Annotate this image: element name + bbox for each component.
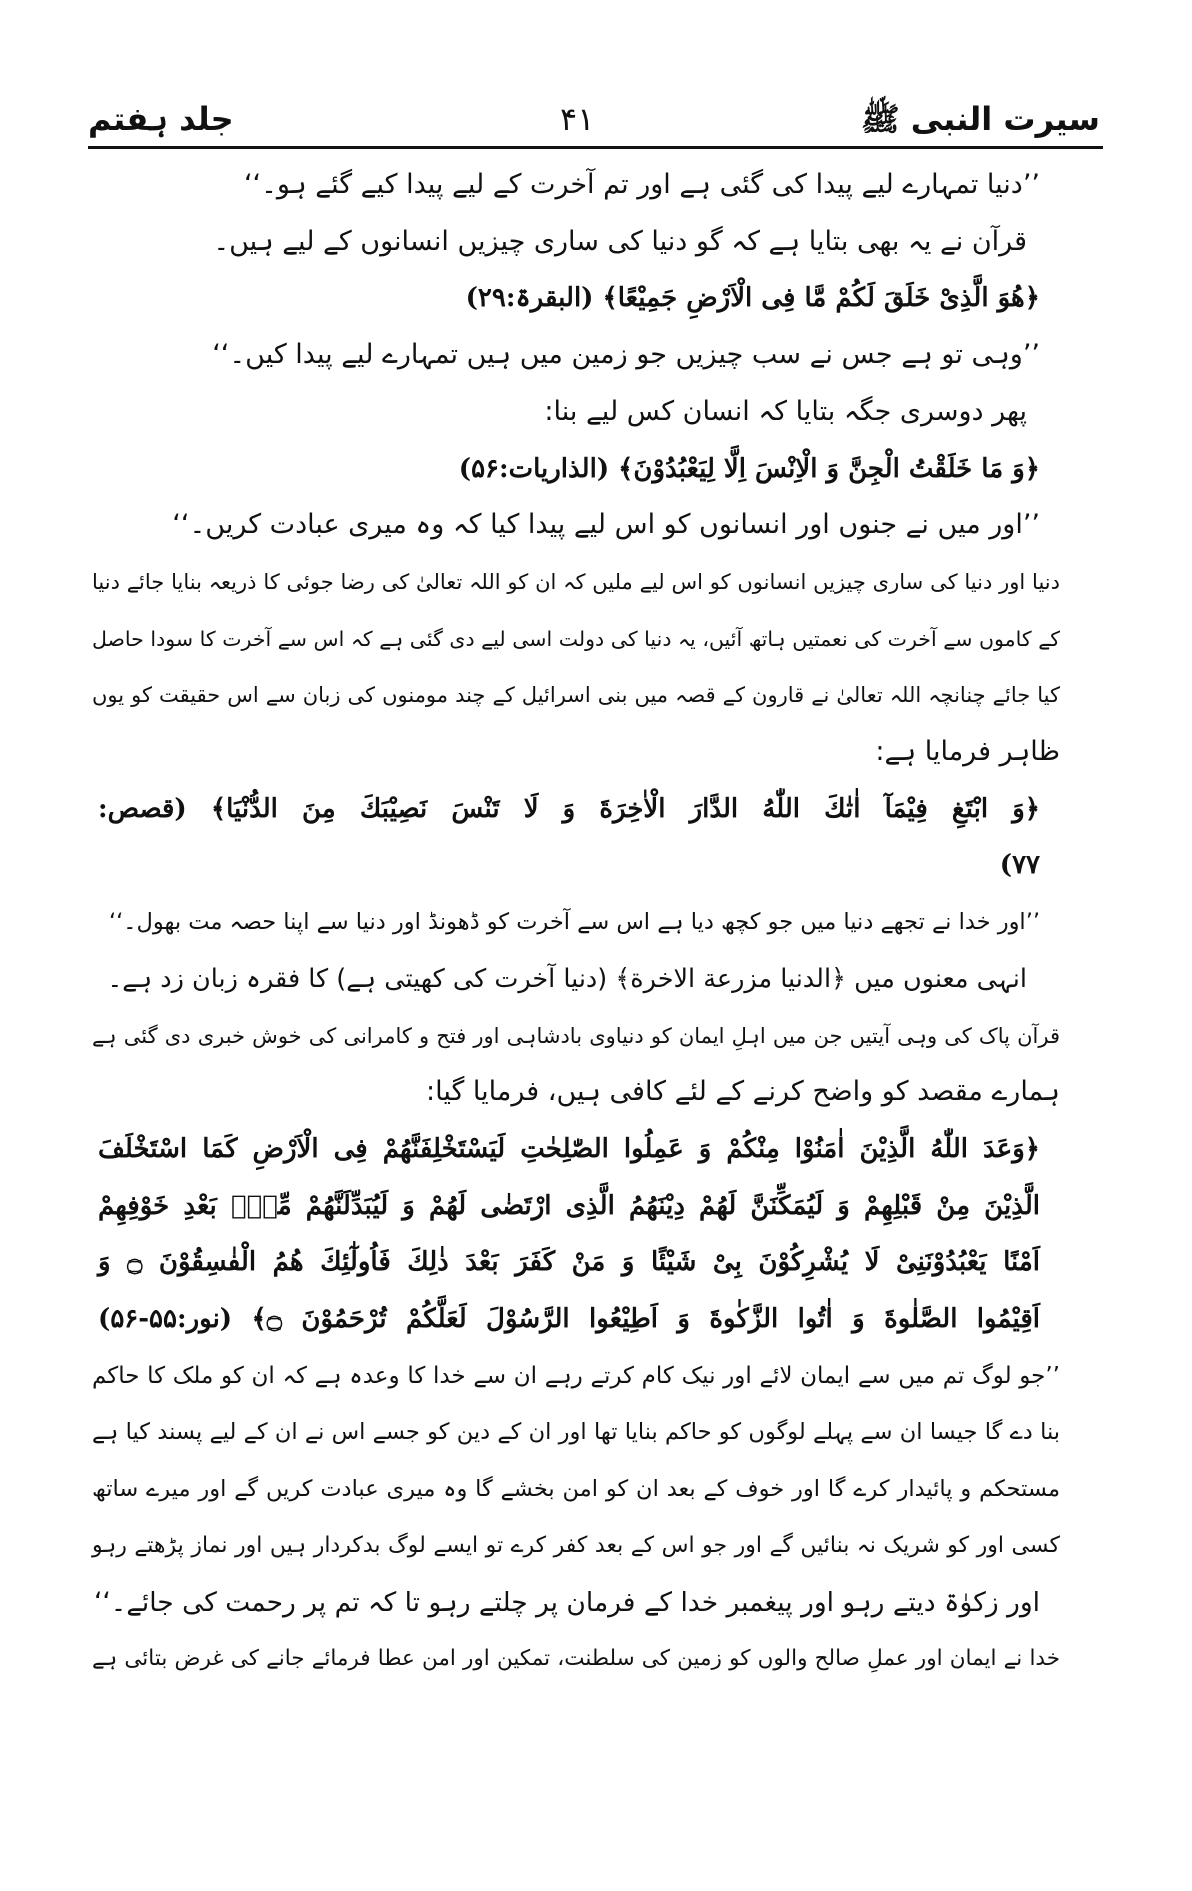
text-line: کے کاموں سے آخرت کی نعمتیں ہاتھ آئیں، یہ دنیا کی دولت اسی لیے دی گئی ہے کہ اس سے آخرت کا سودا حاصل (92, 626, 1060, 651)
quran-verse-line: ﴿وَ مَا خَلَقْتُ الْجِنَّ وَ الْاِنْسَ اِلَّا لِيَعْبُدُوْنَ﴾ (الذاریات:۵۶) (458, 453, 1040, 484)
text-line: ’’اور میں نے جنوں اور انسانوں کو اس لیے پیدا کیا کہ وہ میری عبادت کریں۔‘‘ (172, 509, 1040, 541)
text-line: ظاہر فرمایا ہے: (875, 736, 1060, 767)
text-line: ہمارے مقصد کو واضح کرنے کے لئے کافی ہیں، فرمایا گیا: (426, 1076, 1060, 1108)
page-number: ۴۱ (560, 100, 595, 138)
text-line: ’’اور خدا نے تجھے دنیا میں جو کچھ دیا ہے اس سے آخرت کو ڈھونڈ اور دنیا سے اپنا حصہ مت بھول۔‘‘ (109, 909, 1040, 936)
text-line: ’’دنیا تمہارے لیے پیدا کی گئی ہے اور تم آخرت کے لیے پیدا کیے گئے ہو۔‘‘ (243, 169, 1040, 200)
quran-verse-line: الَّذِيْنَ مِنْ قَبْلِهِمْ وَ لَيُمَكِّنَنَّ لَهُمْ دِيْنَهُمُ الَّذِى ارْتَضٰى لَهُمْ وَ لَيُبَدِّلَنَّهُمْ مِّنْۢ بَعْدِ خَوْفِهِمْ (98, 1190, 1040, 1221)
quran-verse-line: اَقِيْمُوا الصَّلٰوةَ وَ اٰتُوا الزَّكٰوةَ وَ اَطِيْعُوا الرَّسُوْلَ لَعَلَّكُمْ تُرْحَمُوْنَ ۝﴾ (نور:۵۵-۵۶) (98, 1304, 1040, 1334)
text-line: ’’وہی تو ہے جس نے سب چیزیں جو زمین میں ہیں تمہارے لیے پیدا کیں۔‘‘ (212, 339, 1040, 371)
text-line: مستحکم و پائیدار کرے گا اور خوف کے بعد ان کو امن بخشے گا وہ میری عبادت کریں گے اور میرے ساتھ (92, 1476, 1060, 1503)
book-title: سیرت النبی ﷺ (860, 100, 1100, 138)
text-line: خدا نے ایمان اور عملِ صالح والوں کو زمین کی سلطنت، تمکین اور امن عطا فرمائے جانے کی غرض بتائی ہے (92, 1646, 1060, 1672)
quran-verse-line: ۷۷) (999, 850, 1040, 881)
text-line: قرآن نے یہ بھی بتایا ہے کہ گو دنیا کی ساری چیزیں انسانوں کے لیے ہیں۔ (213, 225, 1027, 257)
text-line: پھر دوسری جگہ بتایا کہ انسان کس لیے بنا: (544, 395, 1027, 427)
quran-verse-line: ﴿وَ ابْتَغِ فِيْمَآ اٰتٰكَ اللّٰهُ الدَّارَ الْاٰخِرَةَ وَ لَا تَنْسَ نَصِيْبَكَ مِنَ الدُّنْيَا﴾ (قصص: (98, 793, 1040, 824)
text-line: بنا دے گا جیسا ان سے پہلے لوگوں کو حاکم بنایا تھا اور ان کے دین کو جسے اس نے ان کے لیے پسند کیا ہے (92, 1419, 1060, 1446)
text-line: انہی معنوں میں ﴿الدنیا مزرعة الاخرة﴾ (دنیا آخرت کی کھیتی ہے) کا فقرہ زبان زد ہے۔ (107, 963, 1027, 994)
text-line: ’’جو لوگ تم میں سے ایمان لائے اور نیک کام کرتے رہے ان سے خدا کا وعدہ ہے کہ ان کو ملک کا حاکم (92, 1362, 1060, 1389)
text-line: کسی اور کو شریک نہ بنائیں گے اور جو اس کے بعد کفر کرے تو ایسے لوگ بدکردار ہیں اور نماز پڑھتے رہو (92, 1532, 1060, 1558)
quran-verse-line: ﴿هُوَ الَّذِىْ خَلَقَ لَكُمْ مَّا فِى الْاَرْضِ جَمِيْعًا﴾ (البقرۃ:۲۹) (465, 283, 1040, 314)
text-line: کیا جائے چنانچہ اللہ تعالیٰ نے قارون کے قصہ میں بنی اسرائیل کے چند مومنوں کی زبان سے اس حقیقت کو یوں (92, 683, 1060, 708)
text-line: دنیا اور دنیا کی ساری چیزیں انسانوں کو اس لیے ملیں کہ ان کو اللہ تعالیٰ کی رضا جوئی کا ذریعہ بنایا جائے دنیا (92, 569, 1060, 594)
quran-verse-line: اَمْنًا يَعْبُدُوْنَنِىْ لَا يُشْرِكُوْنَ بِىْ شَيْئًا وَ مَنْ كَفَرَ بَعْدَ ذٰلِكَ فَاُولٰٓئِكَ هُمُ الْفٰسِقُوْنَ ۝ وَ (98, 1247, 1041, 1278)
volume-label: جلد ہفتم (88, 100, 234, 138)
header-rule (88, 146, 1103, 149)
quran-verse-line: ﴿وَعَدَ اللّٰهُ الَّذِيْنَ اٰمَنُوْا مِنْكُمْ وَ عَمِلُوا الصّٰلِحٰتِ لَيَسْتَخْلِفَنَّهُمْ فِى الْاَرْضِ كَمَا اسْتَخْلَفَ (98, 1133, 1040, 1164)
text-line: اور زکوٰۃ دیتے رہو اور پیغمبر خدا کے فرمان پر چلتے رہو تا کہ تم پر رحمت کی جائے۔‘‘ (93, 1586, 1040, 1618)
text-line: قرآن پاک کی وہی آیتیں جن میں اہلِ ایمان کو دنیاوی بادشاہی اور فتح و کامرانی کی خوش خبری دی گئی ہے (92, 1023, 1060, 1048)
